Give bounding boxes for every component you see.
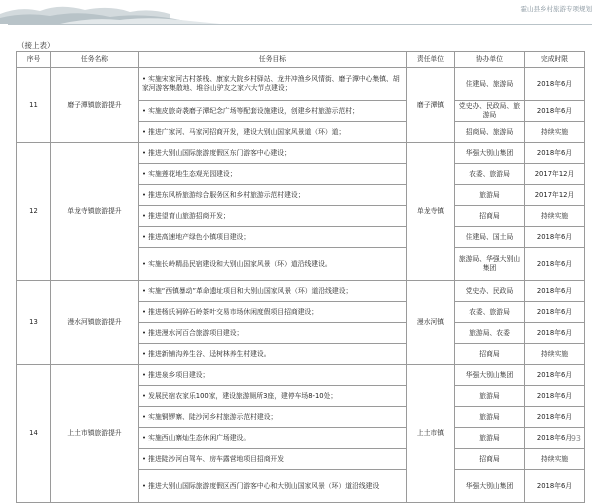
task-goal <box>139 470 407 503</box>
task-number: 12 <box>17 143 51 281</box>
deadline: 2017年12月 <box>525 185 585 206</box>
co-unit: 住建局、国土局 <box>455 227 525 248</box>
document-header-title: 霍山县乡村旅游专项规划 <box>520 5 592 13</box>
task-goal <box>139 449 407 470</box>
co-unit: 华强大别山集团 <box>455 470 525 503</box>
table-row <box>17 365 585 386</box>
deadline: 2018年6月 <box>525 227 585 248</box>
column-header-co-unit: 协办单位 <box>455 52 525 68</box>
co-unit: 招商局 <box>455 206 525 227</box>
task-goal <box>139 227 407 248</box>
header-banner <box>0 0 600 24</box>
task-goal <box>139 101 407 122</box>
deadline: 2018年6月 <box>525 407 585 428</box>
goal-item: • 推进泉乡项目建设； <box>142 371 403 380</box>
task-goal <box>139 386 407 407</box>
co-unit: 旅游局 <box>455 386 525 407</box>
task-goal <box>139 281 407 302</box>
goal-item: • 推进高速地产绿色小镇项目建设； <box>142 233 403 242</box>
deadline: 2017年12月 <box>525 164 585 185</box>
task-table <box>16 51 585 503</box>
column-header-unit: 责任单位 <box>407 52 455 68</box>
goal-item: • 发展民宿农家乐100家，建设旅游厕所3座，建停车场8-10处； <box>142 392 403 401</box>
table-header-row <box>17 52 585 68</box>
co-unit: 招商局、旅游局 <box>455 122 525 143</box>
task-goal <box>139 185 407 206</box>
task-number: 13 <box>17 281 51 365</box>
column-header-task: 任务名称 <box>51 52 139 68</box>
goal-item: • 推进杨氏祠碎石岭茶叶交易市场休闲度假项目招商建设； <box>142 308 403 317</box>
task-number: 11 <box>17 68 51 143</box>
goal-item: • 推进陡沙河自驾车、房车露营地项目招商开发 <box>142 455 403 464</box>
task-name: 漫水河镇旅游提升 <box>51 281 139 365</box>
deadline: 2018年6月 <box>525 248 585 281</box>
goal-item: • 实施长岭精品民宿建设和大别山国家风景（环）道沿线建设。 <box>142 260 403 269</box>
deadline: 2018年6月 <box>525 143 585 164</box>
co-unit: 农委、旅游局 <box>455 164 525 185</box>
deadline: 2018年6月 <box>525 302 585 323</box>
goal-item: • 推进大别山国际旅游度假区西门游客中心和大别山国家风景（环）道沿线建设 <box>142 482 403 491</box>
deadline: 2018年6月 <box>525 470 585 503</box>
co-unit: 旅游局 <box>455 185 525 206</box>
table-body <box>17 68 585 503</box>
co-unit: 华强大别山集团 <box>455 143 525 164</box>
responsible-unit: 磨子潭镇 <box>407 68 455 143</box>
header-divider <box>8 24 592 25</box>
mountain-landscape-icon <box>0 0 600 24</box>
task-name: 单龙寺镇旅游提升 <box>51 143 139 281</box>
task-goal <box>139 164 407 185</box>
responsible-unit: 单龙寺镇 <box>407 143 455 281</box>
column-header-no: 序号 <box>17 52 51 68</box>
goal-item: • 实施“西镇暴动”革命遗址项目和大别山国家风景（环）道沿线建设； <box>142 287 403 296</box>
goal-item: • 推进漫水河百合旅游项目建设； <box>142 329 403 338</box>
table-row <box>17 143 585 164</box>
task-goal <box>139 302 407 323</box>
task-goal <box>139 206 407 227</box>
co-unit: 旅游局、农委 <box>455 323 525 344</box>
task-name: 磨子潭镇旅游提升 <box>51 68 139 143</box>
co-unit: 旅游局 <box>455 407 525 428</box>
deadline: 2018年6月 <box>525 365 585 386</box>
continued-label: （接上表） <box>17 41 55 50</box>
goal-item: • 推进广家河、马家河招商开发，建设大别山国家风景道（环）道； <box>142 128 403 137</box>
goal-item: • 实施莲花地生态观光园建设； <box>142 170 403 179</box>
table-row <box>17 68 585 101</box>
task-name: 上土市镇旅游提升 <box>51 365 139 503</box>
co-unit: 旅游局 <box>455 428 525 449</box>
task-goal <box>139 365 407 386</box>
deadline: 持续实施 <box>525 449 585 470</box>
deadline: 持续实施 <box>525 344 585 365</box>
goal-item: • 实施宋家河古村茶栈、康家大院乡村驿站、龙井冲渔乡风情街、磨子潭中心集镇、胡家河游客集散地、堆谷山驴友之家六大节点建设； <box>142 75 403 93</box>
task-goal <box>139 407 407 428</box>
page-number: 93 <box>570 434 581 443</box>
responsible-unit: 漫水河镇 <box>407 281 455 365</box>
task-goal <box>139 122 407 143</box>
deadline: 持续实施 <box>525 122 585 143</box>
deadline: 持续实施 <box>525 206 585 227</box>
deadline: 2018年6月 <box>525 428 585 449</box>
goal-item: • 推进东风桥旅游综合服务区和乡村旅游示范村建设； <box>142 191 403 200</box>
goal-item: • 推进望育山旅游招商开发； <box>142 212 403 221</box>
co-unit: 旅游局、华强大别山集团 <box>455 248 525 281</box>
goal-item: • 实施皮旅奇袭磨子潭纪念广场等配套设施建设，创建乡村旅游示范村； <box>142 107 403 116</box>
table-row <box>17 281 585 302</box>
deadline: 2018年6月 <box>525 101 585 122</box>
co-unit: 党史办、民政局 <box>455 281 525 302</box>
co-unit: 党史办、民政局、旅游局 <box>455 101 525 122</box>
goal-item: • 推进新铺沟养生谷、迳树林养生村建设。 <box>142 350 403 359</box>
task-goal <box>139 344 407 365</box>
deadline: 2018年6月 <box>525 68 585 101</box>
co-unit: 农委、旅游局 <box>455 302 525 323</box>
task-goal <box>139 248 407 281</box>
task-goal <box>139 428 407 449</box>
goal-item: • 推进大别山国际旅游度假区东门游客中心建设； <box>142 149 403 158</box>
co-unit: 华强大别山集团 <box>455 365 525 386</box>
responsible-unit: 上土市镇 <box>407 365 455 503</box>
co-unit: 招商局 <box>455 344 525 365</box>
co-unit: 招商局 <box>455 449 525 470</box>
column-header-deadline: 完成时限 <box>525 52 585 68</box>
task-goal <box>139 143 407 164</box>
deadline: 2018年6月 <box>525 281 585 302</box>
goal-item: • 实施西山寨灿生态休闲广场建设。 <box>142 434 403 443</box>
goal-item: • 实施铜锣寨、陡沙河乡村旅游示范村建设； <box>142 413 403 422</box>
task-goal <box>139 323 407 344</box>
task-number: 14 <box>17 365 51 503</box>
column-header-goal: 任务目标 <box>139 52 407 68</box>
co-unit: 住建局、旅游局 <box>455 68 525 101</box>
task-goal <box>139 68 407 101</box>
deadline: 2018年6月 <box>525 323 585 344</box>
deadline: 2018年6月 <box>525 386 585 407</box>
